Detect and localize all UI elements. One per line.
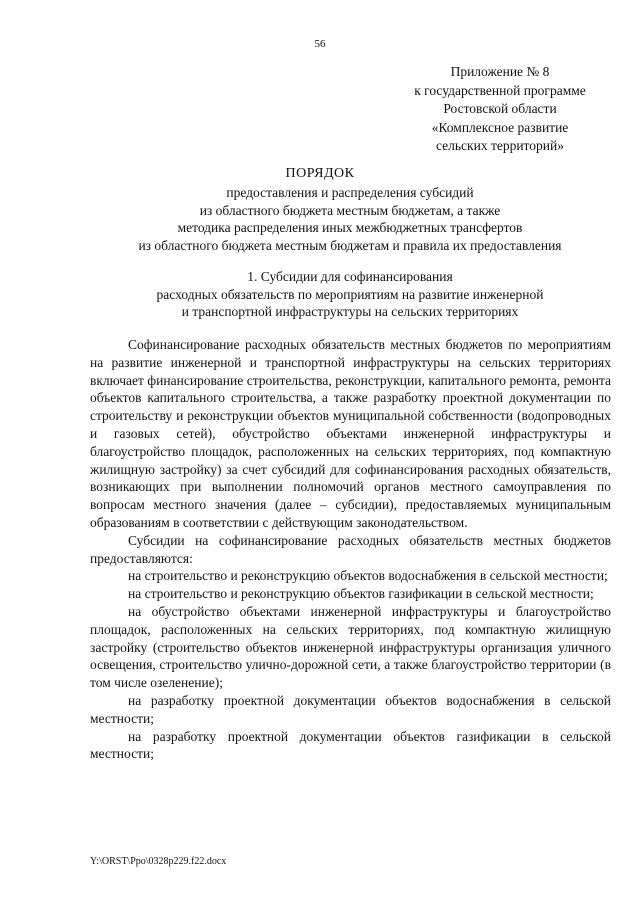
paragraph: на разработку проектной документации объектов водоснабжения в сельской местности; xyxy=(90,692,611,726)
appendix-line: «Комплексное развитие xyxy=(431,119,569,135)
subtitle-line: из областного бюджета местным бюджетам, а также xyxy=(199,202,501,218)
appendix-line: сельских территорий» xyxy=(436,138,564,153)
section-heading-line: и транспортной инфраструктуры на сельских территориях xyxy=(181,304,519,319)
section-heading-line: 1. Субсидии для софинансирования xyxy=(247,269,453,284)
appendix-line: Ростовской области xyxy=(443,101,557,116)
paragraph: Софинансирование расходных обязательств местных бюджетов по мероприятиям на развитие инженерной и транспортной инфраструктуры на сельских территориях включает финансирование строительства, реконструкции, капитального ремонта, ремонта объектов капитального строительства, а также разработку проектной документации по строительству и реконструкции объектов муниципальной собственности (водопроводных и газовых сетей), обустройство объектами инженерной инфраструктуры и благоустройство площадок, расположенных на сельских территориях, под компактную жилищную застройку) за счет субсидий для софинансирования расходных обязательств, возникающих при выполнении полномочий органов местного самоуправления по вопросам местного значения (далее – субсидии), предоставляемых муниципальным образованиям в соответствии с действующим законодательством. xyxy=(90,337,611,530)
document-subtitle xyxy=(70,184,630,254)
page-number: 56 xyxy=(314,38,326,50)
paragraph: на разработку проектной документации объектов газификации в сельской местности; xyxy=(90,728,611,762)
file-path-footer: Y:\ORST\Ppo\0328p229.f22.docx xyxy=(90,856,227,867)
paragraph: Субсидии на софинансирование расходных обязательств местных бюджетов предоставляются: xyxy=(90,532,611,566)
appendix-line: к государственной программе xyxy=(414,82,586,98)
paragraph: на строительство и реконструкцию объектов водоснабжения в сельской местности; xyxy=(128,568,608,584)
subtitle-line: методика распределения иных межбюджетных трансфертов xyxy=(177,220,523,235)
paragraph: на строительство и реконструкцию объектов газификации в сельской местности; xyxy=(128,586,594,602)
appendix-line: Приложение № 8 xyxy=(450,64,550,79)
appendix-header xyxy=(390,63,610,156)
document-title: ПОРЯДОК xyxy=(285,166,355,181)
paragraph: на обустройство объектами инженерной инфраструктуры и благоустройство площадок, расположенных на сельских территориях, под компактную жилищную застройку (строительство объектов инженерной инфраструктуры организация уличного освещения, строительство улично-дорожной сети, а также благоустройство территории (в том числе озеленение); xyxy=(90,603,611,691)
section-heading xyxy=(70,268,630,321)
subtitle-line: из областного бюджета местным бюджетам и правила их предоставления xyxy=(138,237,562,253)
section-heading-line: расходных обязательств по мероприятиям на развитие инженерной xyxy=(156,286,544,302)
subtitle-line: предоставления и распределения субсидий xyxy=(226,185,474,200)
body-text xyxy=(90,336,611,763)
